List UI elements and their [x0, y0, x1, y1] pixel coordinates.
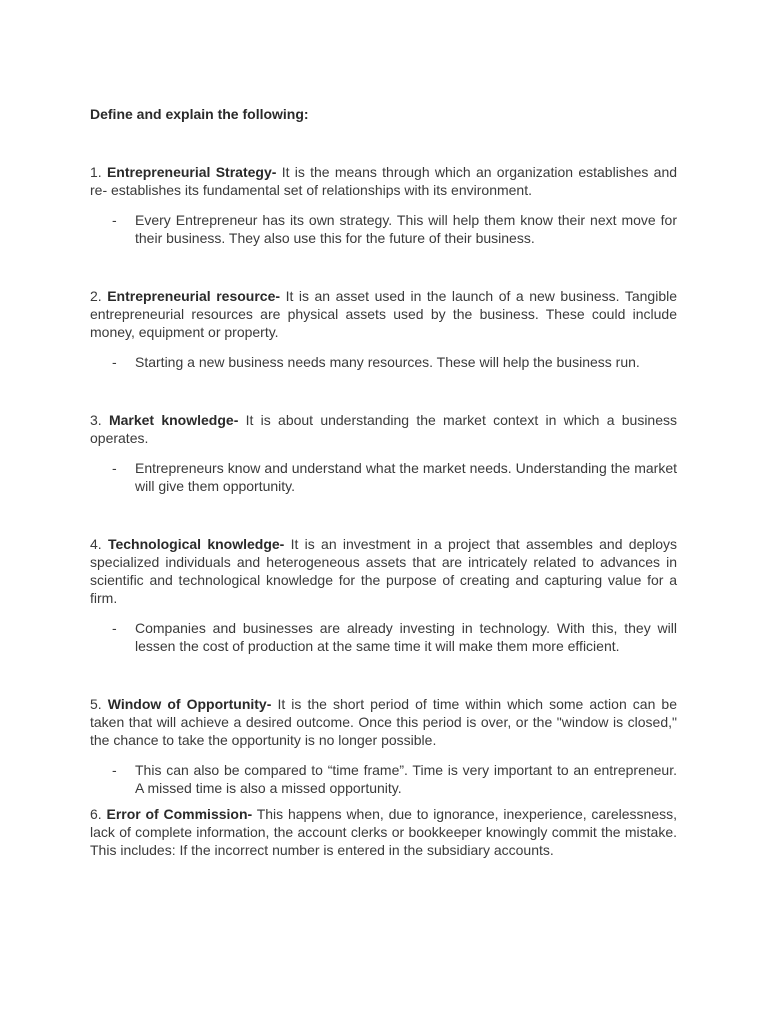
item-number: 1. [90, 164, 102, 180]
document-heading: Define and explain the following: [90, 106, 309, 122]
bullet-marker: - [112, 762, 117, 778]
bullet-point [90, 619, 677, 655]
bullet-text: Companies and businesses are already investing in technology. With this, they will lessen the cost of production at the same time it will make them more efficient. [135, 620, 677, 654]
item-number: 3. [90, 412, 102, 428]
item-term: Technological knowledge- [107, 536, 285, 552]
bullet-text: Starting a new business needs many resources. These will help the business run. [135, 354, 640, 370]
definition-paragraph [90, 163, 677, 199]
item-definition: It is the short period of time within which some action can be taken that will achieve a desired outcome. Once this period is over, or the "window is closed," the chance to take the opportunity is no longer possible. [90, 696, 678, 748]
item-definition: It is the means through which an organization establishes and re- establishes its fundamental set of relationships with its environment. [90, 164, 678, 198]
bullet-marker: - [112, 212, 117, 228]
bullet-marker: - [112, 460, 117, 476]
definition-item-5 [90, 695, 677, 797]
item-number: 4. [90, 536, 102, 552]
definition-item-3 [90, 411, 677, 495]
definition-item-6 [90, 805, 677, 859]
definition-paragraph [90, 695, 677, 749]
definition-paragraph [90, 411, 677, 447]
bullet-point [90, 459, 677, 495]
item-term: Error of Commission- [106, 806, 253, 822]
item-definition: It is an investment in a project that assembles and deploys specialized individuals and heterogeneous assets that are intricately related to advances in scientific and technological knowledge for the purpose of creating and capturing value for a firm. [90, 536, 678, 606]
definition-item-1 [90, 163, 677, 247]
item-number: 6. [90, 806, 102, 822]
item-number: 5. [90, 696, 102, 712]
bullet-point [90, 761, 677, 797]
definition-paragraph [90, 805, 677, 859]
bullet-point [90, 211, 677, 247]
item-definition: It is about understanding the market context in which a business operates. [90, 412, 678, 446]
bullet-marker: - [112, 620, 117, 636]
definition-paragraph [90, 287, 677, 341]
definition-item-2 [90, 287, 677, 371]
definition-item-4 [90, 535, 677, 655]
bullet-point [90, 353, 677, 371]
item-definition: It is an asset used in the launch of a new business. Tangible entrepreneurial resources are physical assets used by the business. These could include money, equipment or property. [90, 288, 677, 340]
bullet-text: This can also be compared to “time frame”. Time is very important to an entrepreneur. A missed time is also a missed opportunity. [135, 762, 677, 796]
item-term: Entrepreneurial resource- [107, 288, 281, 304]
bullet-text: Every Entrepreneur has its own strategy. This will help them know their next move for their business. They also use this for the future of their business. [135, 212, 677, 246]
item-term: Market knowledge- [108, 412, 239, 428]
bullet-text: Entrepreneurs know and understand what the market needs. Understanding the market will give them opportunity. [135, 460, 677, 494]
definition-paragraph [90, 535, 677, 607]
item-definition: This happens when, due to ignorance, inexperience, carelessness, lack of complete information, the account clerks or bookkeeper knowingly commit the mistake. This includes: If the incorrect number is entered in the subsidiary accounts. [90, 806, 678, 858]
bullet-marker: - [112, 354, 117, 370]
item-number: 2. [90, 288, 102, 304]
item-term: Window of Opportunity- [107, 696, 272, 712]
document-page [90, 105, 677, 859]
item-term: Entrepreneurial Strategy- [106, 164, 277, 180]
